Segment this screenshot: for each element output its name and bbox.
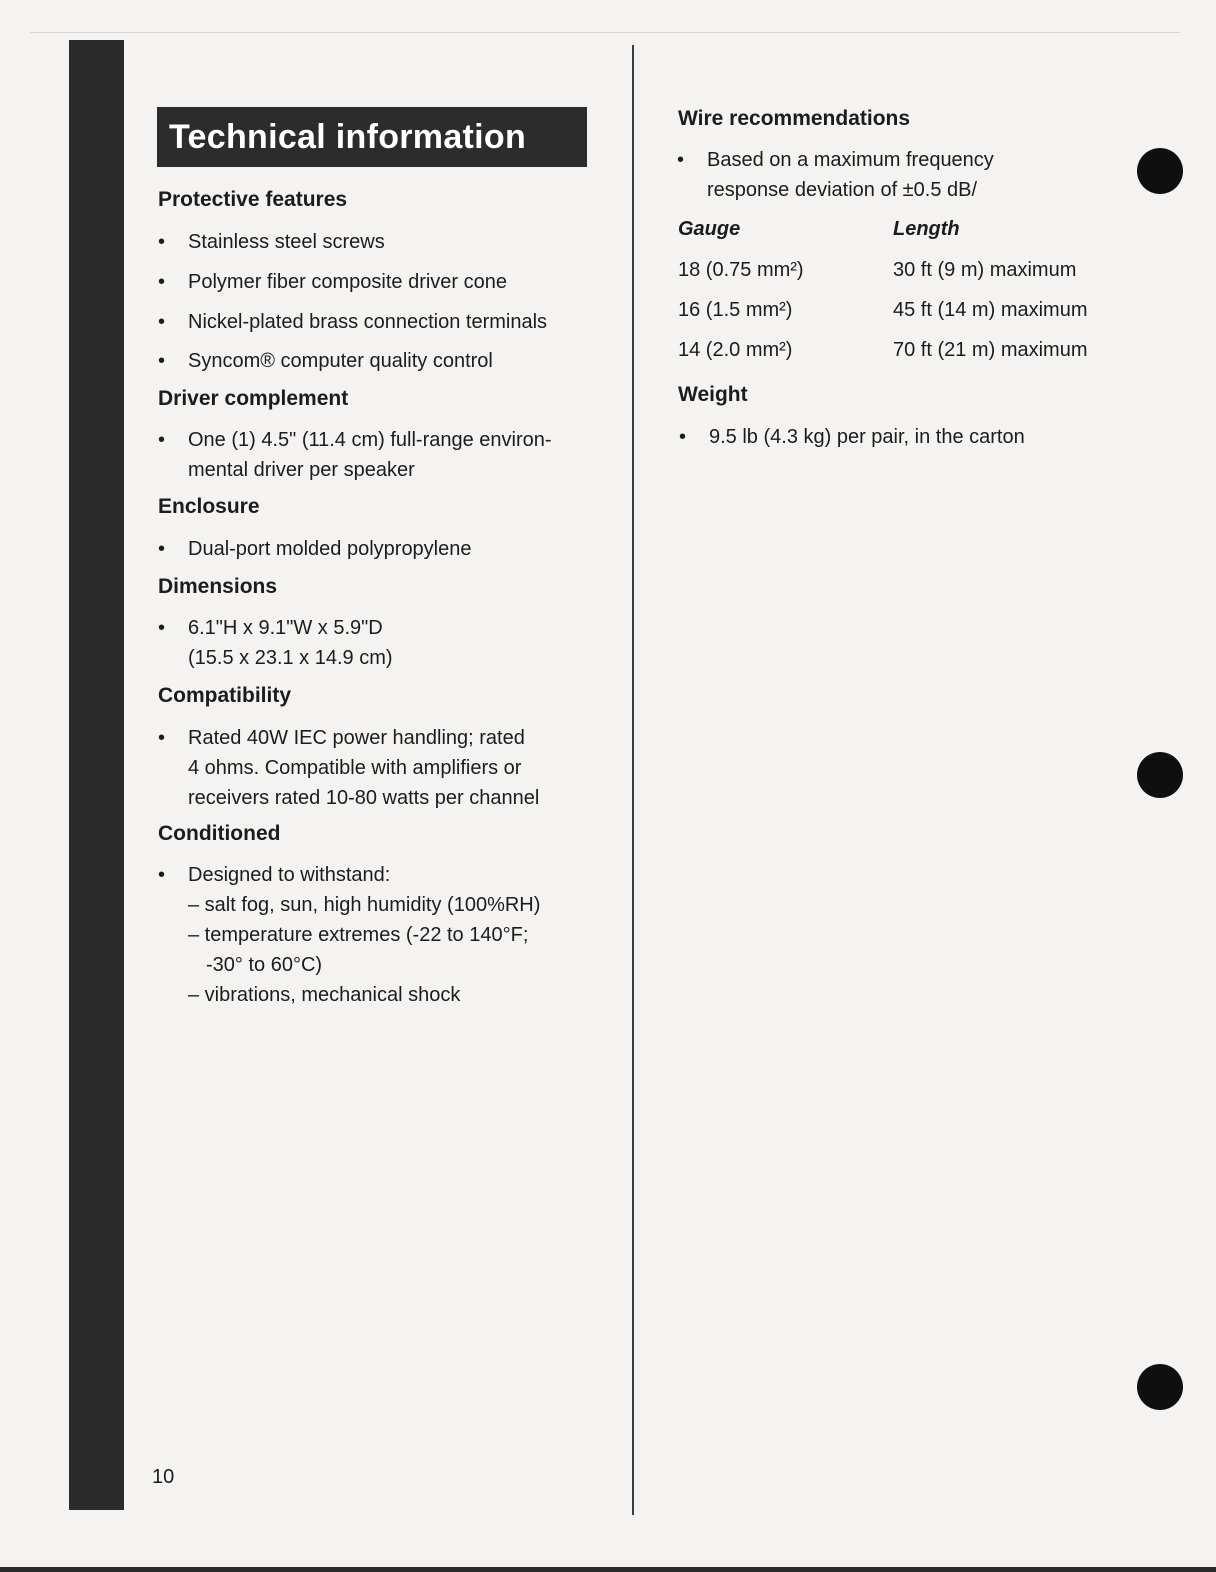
side-bar <box>69 40 124 1510</box>
table-cell-length: 30 ft (9 m) maximum <box>893 259 1077 281</box>
list-item: • Based on a maximum frequency <box>707 145 994 175</box>
section-heading-conditioned: Conditioned <box>158 822 281 845</box>
bullet-icon: • <box>158 617 166 639</box>
list-item: • 6.1"H x 9.1"W x 5.9"D <box>188 613 383 643</box>
punch-hole-icon <box>1137 752 1183 798</box>
section-heading-dimensions: Dimensions <box>158 575 278 598</box>
table-cell-gauge: 16 (1.5 mm²) <box>678 299 793 321</box>
bullet-icon: • <box>677 149 685 171</box>
section-heading-enclosure: Enclosure <box>158 495 260 518</box>
table-cell-gauge: 18 (0.75 mm²) <box>678 259 804 281</box>
top-rule <box>30 32 1180 33</box>
bullet-icon: • <box>158 231 166 253</box>
list-item: • Nickel-plated brass connection terminals <box>188 307 547 337</box>
section-heading-weight: Weight <box>678 383 748 406</box>
list-item-continuation: – vibrations, mechanical shock <box>188 984 461 1006</box>
list-item: • Dual-port molded polypropylene <box>188 534 472 564</box>
list-item-continuation: – temperature extremes (-22 to 140°F; <box>188 924 529 946</box>
list-item-continuation: receivers rated 10-80 watts per channel <box>188 787 540 809</box>
punch-hole-icon <box>1137 148 1183 194</box>
bullet-icon: • <box>158 350 166 372</box>
list-item-continuation: – salt fog, sun, high humidity (100%RH) <box>188 894 541 916</box>
page-title: Technical information <box>157 107 587 167</box>
list-item: • One (1) 4.5" (11.4 cm) full-range environ- <box>188 425 552 455</box>
table-header-gauge: Gauge <box>678 218 741 240</box>
table-header-length: Length <box>893 218 960 240</box>
list-item-continuation: -30° to 60°C) <box>206 954 323 976</box>
bullet-icon: • <box>158 538 166 560</box>
column-divider <box>632 45 634 1515</box>
section-heading-compatibility: Compatibility <box>158 684 292 707</box>
section-heading-wire: Wire recommendations <box>678 107 911 130</box>
list-item: • Polymer fiber composite driver cone <box>188 267 507 297</box>
list-item: • Stainless steel screws <box>188 227 385 257</box>
bullet-icon: • <box>158 864 166 886</box>
bullet-icon: • <box>158 271 166 293</box>
list-item: • Rated 40W IEC power handling; rated <box>188 723 525 753</box>
table-cell-length: 70 ft (21 m) maximum <box>893 339 1088 361</box>
section-heading-protective: Protective features <box>158 188 348 211</box>
punch-hole-icon <box>1137 1364 1183 1410</box>
bullet-icon: • <box>679 426 687 448</box>
list-item: • 9.5 lb (4.3 kg) per pair, in the carton <box>709 422 1025 452</box>
list-item-continuation: mental driver per speaker <box>188 459 415 481</box>
list-item-continuation: (15.5 x 23.1 x 14.9 cm) <box>188 647 393 669</box>
table-cell-length: 45 ft (14 m) maximum <box>893 299 1088 321</box>
bullet-icon: • <box>158 311 166 333</box>
bullet-icon: • <box>158 727 166 749</box>
table-cell-gauge: 14 (2.0 mm²) <box>678 339 793 361</box>
page-number: 10 <box>152 1466 175 1488</box>
list-item-continuation: 4 ohms. Compatible with amplifiers or <box>188 757 522 779</box>
list-item-continuation: response deviation of ±0.5 dB/ <box>707 179 978 201</box>
section-heading-driver: Driver complement <box>158 387 349 410</box>
list-item: • Designed to withstand: <box>188 860 390 890</box>
bottom-rule <box>0 1567 1216 1572</box>
bullet-icon: • <box>158 429 166 451</box>
list-item: • Syncom® computer quality control <box>188 346 493 376</box>
